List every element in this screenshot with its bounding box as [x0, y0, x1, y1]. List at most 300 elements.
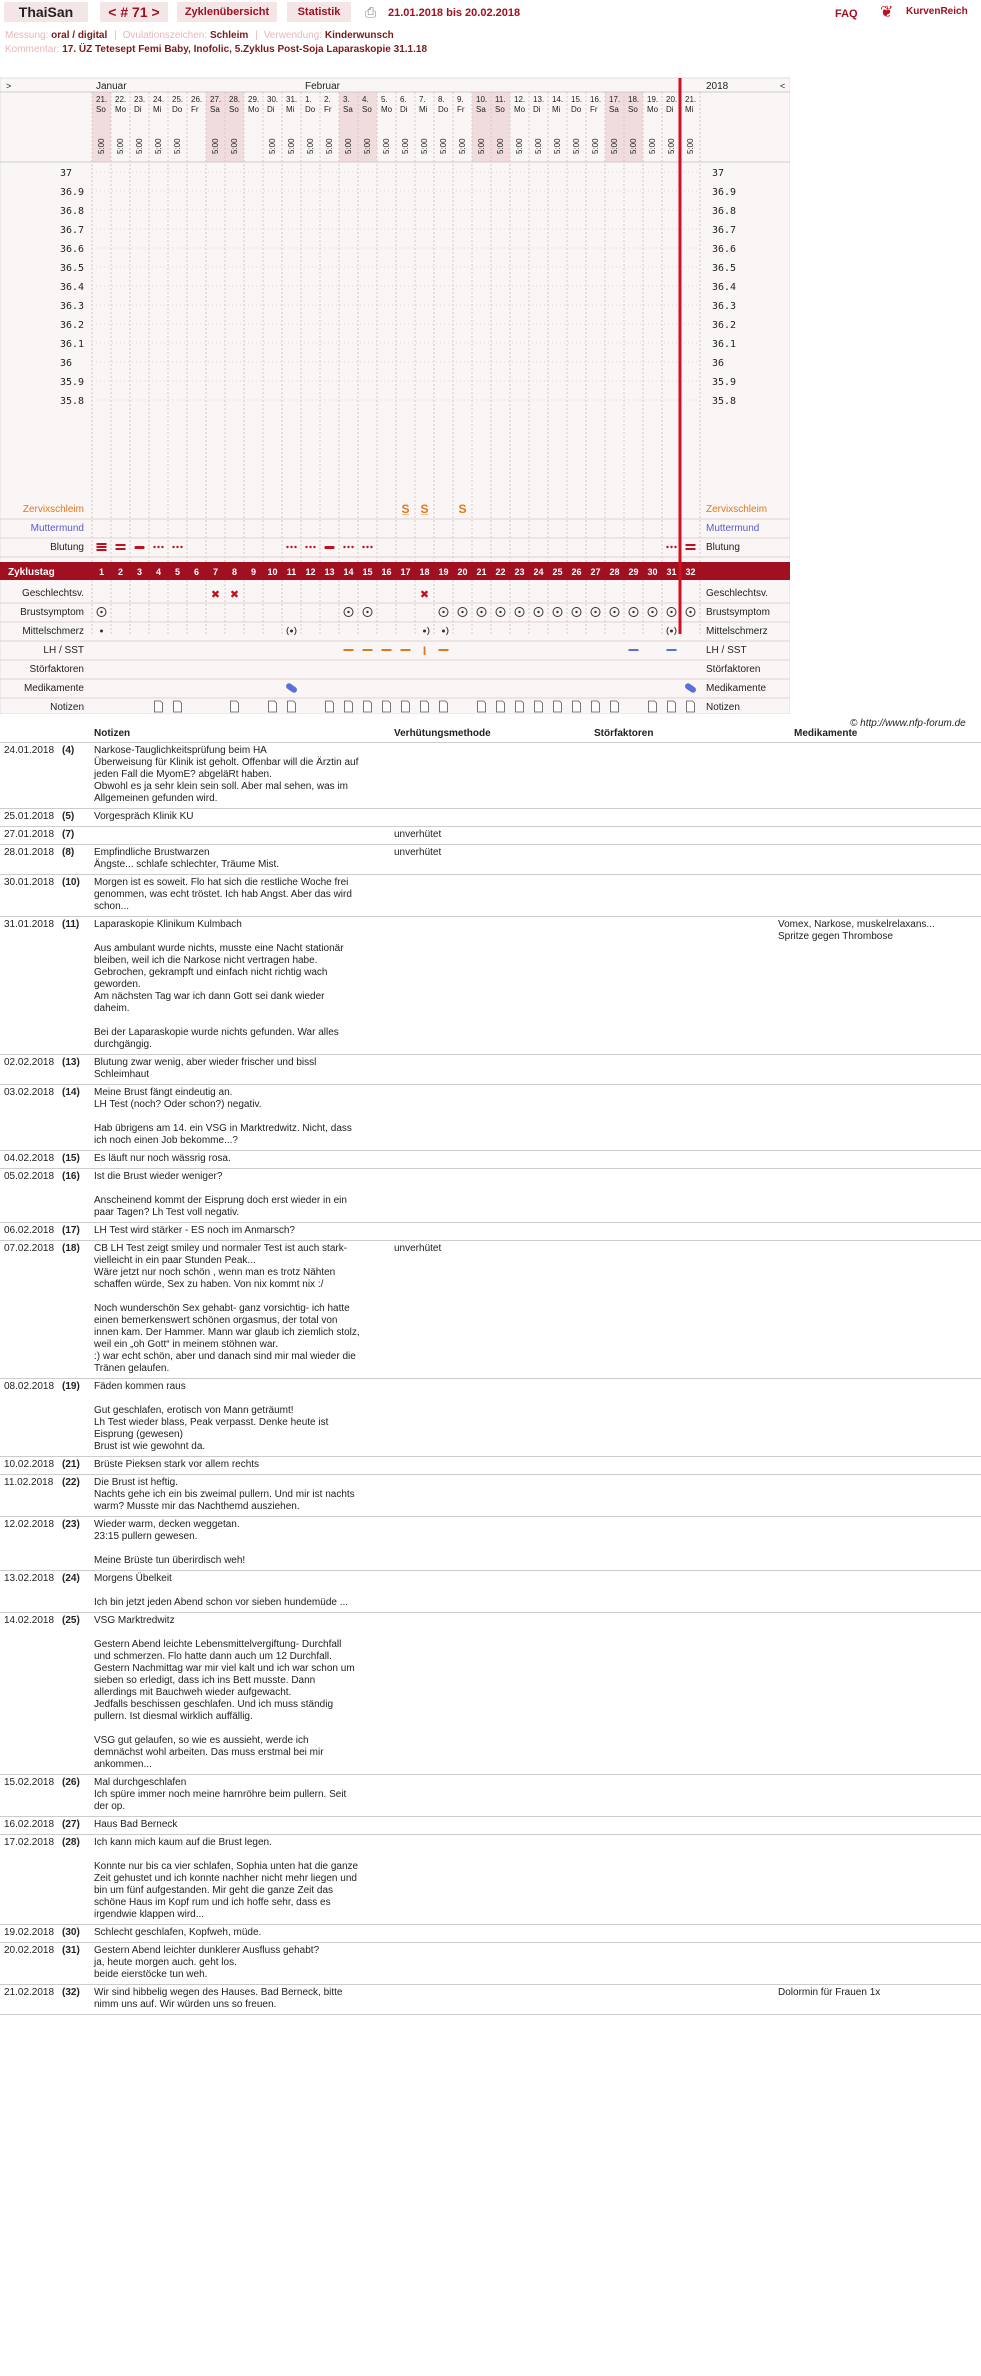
measure-time: 5:00	[211, 138, 220, 154]
cycle-day-number: 15	[362, 567, 373, 577]
measure-time: 5:00	[287, 138, 296, 154]
note-text: Die Brust ist heftig. Nachts gehe ich ein bis zweimal pullern. Und mir ist nachts warm? Musste mir das Nachthemd ausziehen.	[94, 1477, 355, 1512]
breast-symptom-dot	[556, 611, 558, 613]
breast-symptom-dot	[537, 611, 539, 613]
bleeding-mark-spotting	[172, 546, 174, 548]
cycle-day-number: 13	[324, 567, 335, 577]
day-weekday: Di	[267, 105, 275, 114]
day-date: 15.	[571, 95, 583, 104]
note-cycle-day: (13)	[62, 1057, 80, 1068]
measure-time: 5:00	[344, 138, 353, 154]
table-row	[0, 1475, 981, 1517]
row-label-lhsst: LH / SST	[43, 645, 84, 656]
note-text: Mal durchgeschlafen Ich spüre immer noch meine harnröhre beim pullern. Seit der op.	[94, 1777, 347, 1812]
note-cycle-day: (16)	[62, 1171, 80, 1182]
temp-label-left: 36.2	[60, 320, 85, 331]
usage-value: Kinderwunsch	[324, 30, 394, 41]
date-range: 21.01.2018 bis 20.02.2018	[388, 7, 521, 19]
table-row	[0, 1571, 981, 1613]
note-cycle-day: (17)	[62, 1225, 80, 1236]
note-icon	[231, 701, 239, 712]
note-date: 20.02.2018	[4, 1945, 55, 1956]
day-date: 8.	[438, 95, 445, 104]
note-icon	[174, 701, 182, 712]
bleeding-mark-light	[135, 546, 145, 549]
measure-time: 5:00	[553, 138, 562, 154]
table-row	[0, 1151, 981, 1169]
day-weekday: Fr	[324, 105, 332, 114]
lh-test-negative	[363, 649, 373, 651]
note-text: Haus Bad Berneck	[94, 1819, 178, 1830]
cycle-chart	[0, 74, 790, 714]
cycle-day-number: 21	[476, 567, 487, 577]
row-label-stoerfaktoren: Störfaktoren	[29, 664, 84, 675]
cycle-comment	[5, 44, 431, 55]
cycle-day-number: 17	[400, 567, 411, 577]
cycle-day-number: 22	[495, 567, 506, 577]
cycle-navigation[interactable]: < # 71 >	[100, 2, 168, 22]
row-label-medikamente: Medikamente	[23, 683, 84, 694]
chart-background	[0, 78, 790, 714]
note-icon	[421, 701, 429, 712]
breast-symptom-dot	[442, 611, 444, 613]
note-text: Morgen ist es soweit. Flo hat sich die restliche Woche frei genommen, was echt tröstet. Ich hab Angst. Aber das wird schon...	[94, 877, 352, 912]
intercourse-mark: ✖	[210, 589, 221, 601]
day-date: 3.	[343, 95, 350, 104]
table-row	[0, 1085, 981, 1151]
day-weekday: Di	[400, 105, 408, 114]
breast-symptom-dot	[689, 611, 691, 613]
note-date: 04.02.2018	[4, 1153, 55, 1164]
note-text: Empfindliche Brustwarzen Ängste... schlafe schlechter, Träume Mist.	[94, 847, 280, 870]
measure-time: 5:00	[439, 138, 448, 154]
bleeding-mark-spotting	[674, 546, 676, 548]
kurvenreich-logo[interactable]	[880, 2, 980, 20]
row-label-right-brustsymptom: Brustsymptom	[706, 607, 770, 618]
bleeding-mark-medium	[116, 544, 126, 546]
faq-link[interactable]: FAQ	[835, 8, 858, 20]
note-icon	[611, 701, 619, 712]
day-weekday: Do	[571, 105, 582, 114]
temp-label-right: 36.4	[712, 282, 737, 293]
day-weekday: Sa	[609, 105, 619, 114]
bleeding-mark-medium	[116, 548, 126, 550]
measurement-label: Messung:	[5, 30, 49, 41]
note-date: 16.02.2018	[4, 1819, 55, 1830]
row-label-blutung: Blutung	[50, 542, 84, 553]
note-icon	[535, 701, 543, 712]
logo-icon: ❦	[880, 4, 894, 21]
row-label-right-blutung: Blutung	[706, 542, 740, 553]
cycle-day-number: 6	[193, 567, 200, 577]
month-label: Februar	[305, 81, 341, 92]
bleeding-mark-spotting	[370, 546, 372, 548]
day-date: 1.	[305, 95, 312, 104]
note-text: Vorgespräch Klinik KU	[94, 811, 194, 822]
note-date: 13.02.2018	[4, 1573, 55, 1584]
temp-label-left: 36.1	[60, 339, 85, 350]
temp-label-right: 36.9	[712, 187, 737, 198]
day-date: 13.	[533, 95, 545, 104]
day-date: 11.	[495, 95, 506, 104]
note-cycle-day: (30)	[62, 1927, 80, 1938]
cycle-day-number: 4	[155, 567, 162, 577]
day-weekday: Do	[172, 105, 183, 114]
note-icon	[155, 701, 163, 712]
note-medication: Vomex, Narkose, muskelrelaxans... Spritze gegen Thrombose	[778, 919, 935, 942]
day-date: 18.	[628, 95, 640, 104]
note-text: Wieder warm, decken weggetan. 23:15 pullern gewesen. Meine Brüste tun überirdisch weh!	[94, 1519, 246, 1566]
measure-time: 5:00	[116, 138, 125, 154]
notes-table-header	[0, 728, 981, 743]
row-label-geschlechtsv: Geschlechtsv.	[21, 588, 84, 599]
measure-time: 5:00	[572, 138, 581, 154]
bleeding-mark-spotting	[153, 546, 155, 548]
day-weekday: Sa	[343, 105, 353, 114]
note-medication: Dolormin für Frauen 1x	[778, 1987, 881, 1998]
measure-time: 5:00	[401, 138, 410, 154]
table-row	[0, 1925, 981, 1943]
bleeding-mark-spotting	[161, 546, 163, 548]
row-label-zervix: Zervixschleim	[22, 504, 84, 515]
temp-label-right: 36.1	[712, 339, 737, 350]
cycle-day-number: 2	[117, 567, 124, 577]
row-label-brustsymptom: Brustsymptom	[20, 607, 84, 618]
measure-time: 5:00	[610, 138, 619, 154]
temp-label-right: 37	[712, 168, 725, 179]
temp-label-right: 36	[712, 358, 725, 369]
measure-time: 5:00	[591, 138, 600, 154]
measure-time: 5:00	[420, 138, 429, 154]
note-cycle-day: (26)	[62, 1777, 80, 1788]
note-date: 27.01.2018	[4, 829, 55, 840]
note-icon	[687, 701, 695, 712]
note-text: VSG Marktredwitz Gestern Abend leichte Lebensmittelvergiftung- Durchfall und schmerzen. Flo hatte dann auch um 12 Durchfall. Gestern Nachmittag war mir viel kalt und ich war schon um sieben so erledigt, dass ich ins Bett musste. Dann allerdings mit Bauchweh wieder aufgewacht. Jedfalls beschissen geschlafen. Und ich muss ständig pullern. Ist diesmal wirklich auffällig. VSG gut gelaufen, so wie es aussieht, werde ich demnächst wohl arbeiten. Das muss erstmal bei mir ankommen...	[94, 1615, 355, 1770]
breast-symptom-dot	[651, 611, 653, 613]
breast-symptom-dot	[480, 611, 482, 613]
temp-label-right: 36.8	[712, 206, 737, 217]
lh-test-peak: I	[422, 644, 427, 658]
breast-symptom-dot	[461, 611, 463, 613]
cycle-day-number: 25	[552, 567, 563, 577]
note-cycle-day: (18)	[62, 1243, 80, 1254]
note-text: Fäden kommen raus Gut geschlafen, erotisch von Mann geträumt! Lh Test wieder blass, Peak verpasst. Denke heute ist Eisprung (gewesen) Brust ist wie gewohnt da.	[94, 1381, 329, 1452]
note-icon	[649, 701, 657, 712]
note-date: 30.01.2018	[4, 877, 55, 888]
note-cycle-day: (19)	[62, 1381, 80, 1392]
mid-pain-mark	[423, 630, 426, 633]
note-icon	[516, 701, 524, 712]
temp-label-left: 36.9	[60, 187, 85, 198]
table-row	[0, 1817, 981, 1835]
note-icon	[326, 701, 334, 712]
measurement-value: oral / digital	[51, 30, 108, 41]
day-weekday: Sa	[210, 105, 220, 114]
mid-pain-mark	[290, 630, 293, 633]
day-date: 2.	[324, 95, 331, 104]
printer-icon[interactable]: ⎙	[365, 4, 377, 20]
day-date: 27.	[210, 95, 222, 104]
measure-time: 5:00	[363, 138, 372, 154]
note-date: 24.01.2018	[4, 745, 55, 756]
note-text	[94, 829, 360, 841]
ovulation-sign-label: Ovulationszeichen:	[122, 30, 208, 41]
table-row	[0, 1835, 981, 1925]
breast-symptom-dot	[594, 611, 596, 613]
day-weekday: Fr	[191, 105, 199, 114]
note-cycle-day: (25)	[62, 1615, 80, 1626]
cycle-day-number: 10	[267, 567, 278, 577]
note-cycle-day: (4)	[62, 745, 75, 756]
note-cycle-day: (31)	[62, 1945, 80, 1956]
day-date: 6.	[400, 95, 407, 104]
day-date: 14.	[552, 95, 564, 104]
row-label-right-stoerfaktoren: Störfaktoren	[706, 664, 761, 675]
day-date: 7.	[419, 95, 426, 104]
bleeding-mark-spotting	[294, 546, 296, 548]
note-icon	[554, 701, 562, 712]
note-date: 17.02.2018	[4, 1837, 55, 1848]
day-date: 29.	[248, 95, 260, 104]
bleeding-mark-spotting	[180, 546, 182, 548]
note-icon	[269, 701, 277, 712]
measure-time: 5:00	[325, 138, 334, 154]
lh-test-blue	[667, 649, 677, 651]
note-text: LH Test wird stärker - ES noch im Anmarsch?	[94, 1225, 295, 1236]
table-row	[0, 1055, 981, 1085]
cycle-meta: Messung: oral / digital | Ovulationszeichen: Schleim | Verwendung: Kinderwunsch	[5, 30, 394, 41]
day-weekday: So	[96, 105, 106, 114]
day-date: 31.	[286, 95, 298, 104]
day-weekday: Mi	[552, 105, 561, 114]
cycle-day-number: 5	[174, 567, 181, 577]
chart-nav-right: <	[780, 81, 786, 91]
day-date: 24.	[153, 95, 165, 104]
bleeding-mark-spotting	[670, 546, 672, 548]
header-disruptive-factors: Störfaktoren	[594, 728, 654, 739]
bleeding-mark-medium	[686, 548, 696, 550]
month-label: Januar	[96, 81, 127, 92]
day-date: 5.	[381, 95, 388, 104]
measure-time: 5:00	[629, 138, 638, 154]
day-weekday: Mo	[248, 105, 260, 114]
temp-label-left: 36.4	[60, 282, 85, 293]
breast-symptom-dot	[632, 611, 634, 613]
day-date: 17.	[609, 95, 621, 104]
day-date: 4.	[362, 95, 369, 104]
cycle-day-number: 19	[438, 567, 449, 577]
note-icon	[383, 701, 391, 712]
logo-text: KurvenReich	[906, 6, 968, 17]
table-row	[0, 809, 981, 827]
note-icon	[478, 701, 486, 712]
note-icon	[497, 701, 505, 712]
comment-value: 17. ÜZ Tetesept Femi Baby, Inofolic, 5.Zyklus Post-Soja Laparaskopie 31.1.18	[62, 44, 428, 55]
temp-label-left: 36.5	[60, 263, 85, 274]
cycle-day-number: 26	[571, 567, 582, 577]
table-row	[0, 1775, 981, 1817]
note-cycle-day: (32)	[62, 1987, 80, 1998]
note-contraception: unverhütet	[394, 1243, 442, 1254]
measure-time: 5:00	[97, 138, 106, 154]
measure-time: 5:00	[154, 138, 163, 154]
measure-time: 5:00	[268, 138, 277, 154]
breast-symptom-dot	[100, 611, 102, 613]
row-label-right-geschlechtsv: Geschlechtsv.	[706, 588, 769, 599]
lh-test-negative	[344, 649, 354, 651]
top-bar	[0, 0, 981, 26]
measure-time: 5:00	[135, 138, 144, 154]
note-icon	[288, 701, 296, 712]
row-label-right-notizen: Notizen	[706, 702, 740, 713]
measure-time: 5:00	[230, 138, 239, 154]
cycle-day-number: 28	[609, 567, 620, 577]
cycle-day-number: 29	[628, 567, 639, 577]
note-icon	[668, 701, 676, 712]
cycle-day-number: 31	[666, 567, 677, 577]
note-icon	[364, 701, 372, 712]
mid-pain-mark	[670, 630, 673, 633]
note-text: Ich kann mich kaum auf die Brust legen. Konnte nur bis ca vier schlafen, Sophia unten hat die ganze Zeit gehustet und ich konnte nachher nicht mehr liegen und bin um fünf aufgestanden. Mir geht die ganze Zeit das schöne Haus im Kopf rum und ich hoffe sehr, dass es irgendwie klappen wird...	[94, 1837, 359, 1920]
note-icon	[440, 701, 448, 712]
cycle-day-label: Zyklustag	[8, 567, 55, 578]
day-weekday: Di	[134, 105, 142, 114]
day-date: 25.	[172, 95, 184, 104]
lh-test-negative	[439, 649, 449, 651]
breast-symptom-dot	[347, 611, 349, 613]
note-date: 11.02.2018	[4, 1477, 54, 1488]
day-date: 9.	[457, 95, 464, 104]
cycle-day-number: 16	[381, 567, 392, 577]
temp-label-right: 36.6	[712, 244, 737, 255]
measure-time: 5:00	[534, 138, 543, 154]
day-weekday: Mo	[381, 105, 393, 114]
bleeding-mark-spotting	[313, 546, 315, 548]
table-row	[0, 875, 981, 917]
cycle-chart-grid	[0, 74, 790, 714]
note-date: 15.02.2018	[4, 1777, 55, 1788]
note-text: Brüste Pieksen stark vor allem rechts	[94, 1459, 260, 1470]
cycle-overview-link[interactable]: Zyklenübersicht	[177, 2, 277, 22]
mid-pain-mark	[100, 630, 103, 633]
bleeding-mark-spotting	[351, 546, 353, 548]
table-row	[0, 1517, 981, 1571]
note-cycle-day: (23)	[62, 1519, 80, 1530]
intercourse-mark: ✖	[419, 589, 430, 601]
temp-label-right: 36.3	[712, 301, 737, 312]
statistics-link[interactable]: Statistik	[287, 2, 351, 22]
cycle-day-number: 23	[514, 567, 525, 577]
note-date: 10.02.2018	[4, 1459, 55, 1470]
day-date: 28.	[229, 95, 241, 104]
day-date: 12.	[514, 95, 526, 104]
note-cycle-day: (8)	[62, 847, 75, 858]
table-row	[0, 827, 981, 845]
temp-label-right: 35.9	[712, 377, 737, 388]
day-date: 10.	[476, 95, 488, 104]
day-weekday: So	[628, 105, 638, 114]
day-weekday: Sa	[476, 105, 486, 114]
temp-label-right: 36.2	[712, 320, 737, 331]
cervical-mucus-mark: S̲	[420, 502, 429, 516]
temp-label-left: 36.8	[60, 206, 85, 217]
measure-time: 5:00	[173, 138, 182, 154]
usage-label: Verwendung:	[263, 30, 323, 41]
note-cycle-day: (28)	[62, 1837, 80, 1848]
breast-symptom-dot	[575, 611, 577, 613]
note-text: Ist die Brust wieder weniger? Anscheinend kommt der Eisprung doch erst wieder in ein paar Tagen? Lh Test voll negativ.	[94, 1171, 347, 1218]
cycle-day-number: 18	[419, 567, 430, 577]
note-text: Blutung zwar wenig, aber wieder frischer und bissl Schleimhaut	[94, 1057, 317, 1080]
temp-label-left: 35.9	[60, 377, 85, 388]
cycle-day-number: 12	[305, 567, 316, 577]
table-row	[0, 1223, 981, 1241]
measure-time: 5:00	[477, 138, 486, 154]
temp-label-left: 37	[60, 168, 73, 179]
day-weekday: So	[362, 105, 372, 114]
day-weekday: Mi	[153, 105, 162, 114]
note-cycle-day: (11)	[62, 919, 80, 930]
row-label-right-muttermund: Muttermund	[706, 523, 760, 534]
day-date: 26.	[191, 95, 203, 104]
cycle-day-number: 27	[590, 567, 601, 577]
copyright: © http://www.nfp-forum.de	[850, 718, 966, 729]
note-date: 02.02.2018	[4, 1057, 55, 1068]
lh-test-blue	[629, 649, 639, 651]
day-weekday: Fr	[457, 105, 465, 114]
temp-label-right: 35.8	[712, 396, 737, 407]
day-date: 16.	[590, 95, 602, 104]
note-date: 07.02.2018	[4, 1243, 55, 1254]
note-cycle-day: (15)	[62, 1153, 80, 1164]
breast-symptom-dot	[366, 611, 368, 613]
temp-label-right: 36.7	[712, 225, 737, 236]
note-cycle-day: (22)	[62, 1477, 80, 1488]
notes-table-body	[0, 743, 981, 2015]
note-icon	[402, 701, 410, 712]
breast-symptom-dot	[670, 611, 672, 613]
table-row	[0, 845, 981, 875]
note-date: 14.02.2018	[4, 1615, 55, 1626]
lh-test-negative	[382, 649, 392, 651]
note-text: Wir sind hibbelig wegen des Hauses. Bad Berneck, bitte nimm uns auf. Wir würden uns so freuen.	[94, 1987, 343, 2010]
bleeding-mark-spotting	[290, 546, 292, 548]
measure-time: 5:00	[382, 138, 391, 154]
row-label-right-medikamente: Medikamente	[706, 683, 767, 694]
bleeding-mark-spotting	[286, 546, 288, 548]
bleeding-mark-spotting	[176, 546, 178, 548]
note-text: Es läuft nur noch wässrig rosa.	[94, 1153, 231, 1164]
lh-test-negative	[401, 649, 411, 651]
day-weekday: Mi	[286, 105, 295, 114]
day-weekday: Do	[305, 105, 316, 114]
day-weekday: So	[495, 105, 505, 114]
note-date: 25.01.2018	[4, 811, 55, 822]
note-cycle-day: (5)	[62, 811, 75, 822]
note-cycle-day: (24)	[62, 1573, 80, 1584]
note-text: Laparaskopie Klinikum Kulmbach Aus ambulant wurde nichts, musste eine Nacht stationär bleiben, weil ich die Narkose nicht vertragen habe. Gebrochen, gekrampft und einfach nicht richtig wach geworden. Am nächsten Tag war ich dann Gott sei dank wieder daheim. Bei der Laparaskopie wurde nichts gefunden. War alles durchgängig.	[94, 919, 344, 1050]
measure-time: 5:00	[496, 138, 505, 154]
note-date: 05.02.2018	[4, 1171, 55, 1182]
note-date: 12.02.2018	[4, 1519, 55, 1530]
temp-label-left: 36.3	[60, 301, 85, 312]
note-icon	[592, 701, 600, 712]
header-contraception: Verhütungsmethode	[394, 728, 491, 739]
day-weekday: Di	[533, 105, 541, 114]
notes-table	[0, 728, 981, 2015]
cycle-day-number: 20	[457, 567, 468, 577]
note-cycle-day: (10)	[62, 877, 80, 888]
